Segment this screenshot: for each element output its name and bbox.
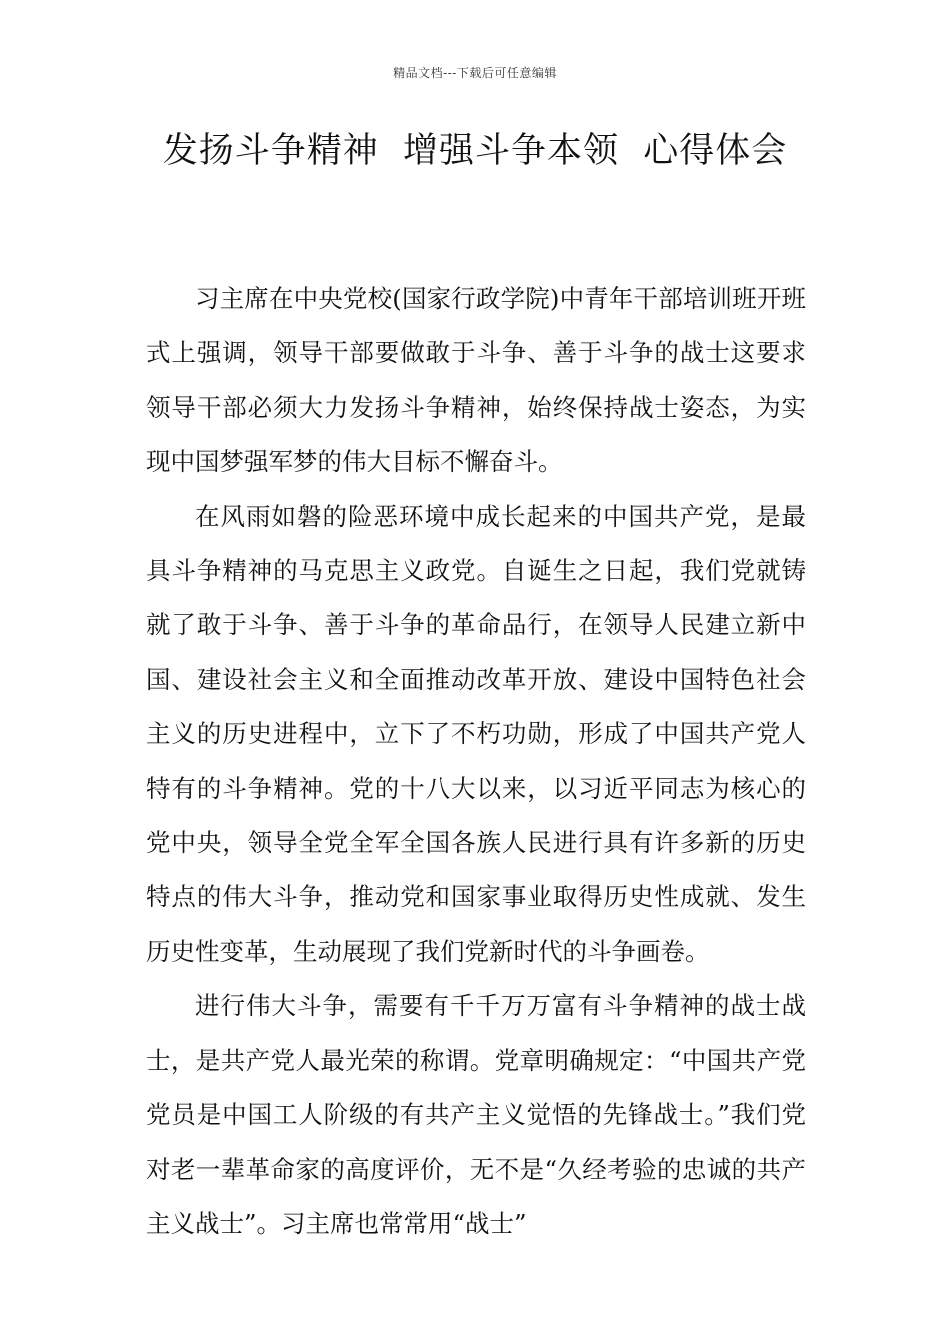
page-header-note: 精品文档---下载后可任意编辑 bbox=[393, 66, 557, 80]
body-paragraph: 进行伟大斗争，需要有千千万万富有斗争精神的战士战士，是共产党人最光荣的称谓。党章明确规定：“中国共产党党员是中国工人阶级的有共产主义觉悟的先锋战士。”我们党对老一辈革命家的高度评价，无不是“久经考验的忠诚的共产主义战士”。习主席也常常用“战士” bbox=[146, 991, 806, 1238]
body-paragraph: 习主席在中央党校(国家行政学院)中青年干部培训班开班式上强调，领导干部要做敢于斗争、善于斗争的战士这要求领导干部必须大力发扬斗争精神，始终保持战士姿态，为实现中国梦强军梦的伟大目标不懈奋斗。 bbox=[146, 284, 806, 477]
document-body bbox=[146, 272, 806, 1251]
document-title: 发扬斗争精神 增强斗争本领 心得体会 bbox=[162, 131, 788, 171]
body-paragraph: 在风雨如磐的险恶环境中成长起来的中国共产党，是最具斗争精神的马克思主义政党。自诞生之日起，我们党就铸就了敢于斗争、善于斗争的革命品行，在领导人民建立新中国、建设社会主义和全面推动改革开放、建设中国特色社会主义的历史进程中，立下了不朽功勋，形成了中国共产党人特有的斗争精神。党的十八大以来，以习近平同志为核心的党中央，领导全党全军全国各族人民进行具有许多新的历史特点的伟大斗争，推动党和国家事业取得历史性成就、发生历史性变革，生动展现了我们党新时代的斗争画卷。 bbox=[146, 501, 806, 966]
